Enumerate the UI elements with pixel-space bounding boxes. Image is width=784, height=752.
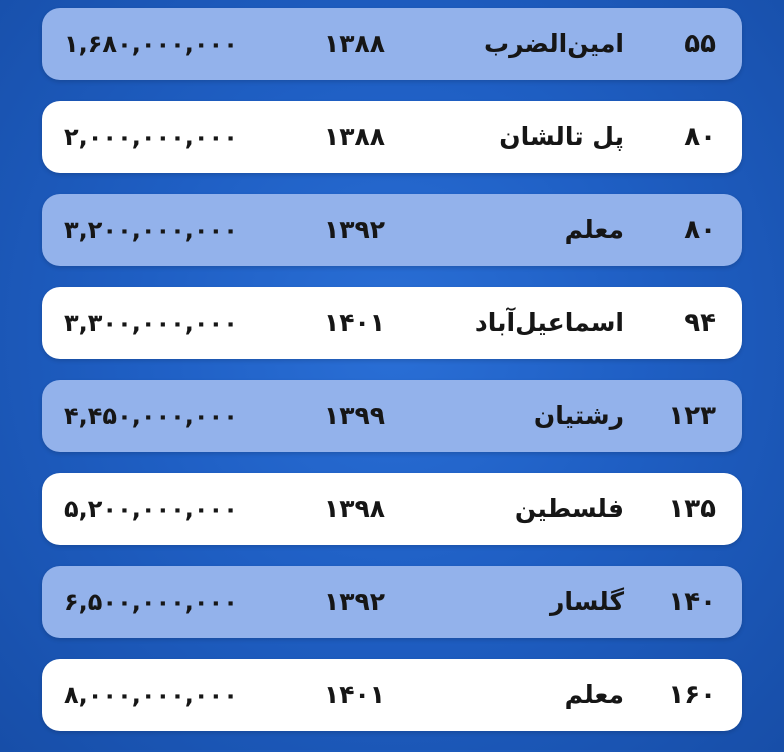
price-cell: ۱,۶۸۰,۰۰۰,۰۰۰ xyxy=(64,30,238,58)
table-row xyxy=(42,566,742,638)
area-cell: ۸۰ xyxy=(684,215,716,245)
neighborhood-cell: پل تالشان xyxy=(499,122,624,151)
neighborhood-cell: فلسطین xyxy=(514,494,624,523)
table-row xyxy=(42,8,742,80)
area-cell: ۱۶۰ xyxy=(668,680,716,710)
year-cell: ۱۴۰۱ xyxy=(324,680,386,709)
year-cell: ۱۳۹۹ xyxy=(324,401,386,430)
area-cell: ۱۲۳ xyxy=(668,401,716,431)
price-cell: ۴,۴۵۰,۰۰۰,۰۰۰ xyxy=(64,402,238,430)
price-cell: ۶,۵۰۰,۰۰۰,۰۰۰ xyxy=(64,588,238,616)
area-cell: ۸۰ xyxy=(684,122,716,152)
neighborhood-cell: معلم xyxy=(564,680,624,709)
table-row xyxy=(42,659,742,731)
table-row xyxy=(42,473,742,545)
neighborhood-cell: معلم xyxy=(564,215,624,244)
area-cell: ۵۵ xyxy=(684,29,716,59)
area-cell: ۱۳۵ xyxy=(668,494,716,524)
neighborhood-cell: امین‌الضرب xyxy=(483,29,624,58)
neighborhood-cell: اسماعیل‌آباد xyxy=(474,308,624,337)
table-row xyxy=(42,380,742,452)
neighborhood-cell: گلسار xyxy=(550,587,624,616)
area-cell: ۱۴۰ xyxy=(668,587,716,617)
neighborhood-cell: رشتیان xyxy=(533,401,624,430)
year-cell: ۱۳۸۸ xyxy=(324,29,386,58)
price-cell: ۵,۲۰۰,۰۰۰,۰۰۰ xyxy=(64,495,238,523)
year-cell: ۱۴۰۱ xyxy=(324,308,386,337)
year-cell: ۱۳۹۲ xyxy=(324,587,386,616)
table-row xyxy=(42,287,742,359)
price-cell: ۳,۲۰۰,۰۰۰,۰۰۰ xyxy=(64,216,238,244)
year-cell: ۱۳۹۲ xyxy=(324,215,386,244)
price-cell: ۲,۰۰۰,۰۰۰,۰۰۰ xyxy=(64,123,238,151)
price-cell: ۳,۳۰۰,۰۰۰,۰۰۰ xyxy=(64,309,238,337)
table-row xyxy=(42,101,742,173)
listing-table xyxy=(42,8,742,752)
area-cell: ۹۴ xyxy=(684,308,716,338)
year-cell: ۱۳۸۸ xyxy=(324,122,386,151)
price-cell: ۸,۰۰۰,۰۰۰,۰۰۰ xyxy=(64,681,238,709)
year-cell: ۱۳۹۸ xyxy=(324,494,386,523)
table-row xyxy=(42,194,742,266)
